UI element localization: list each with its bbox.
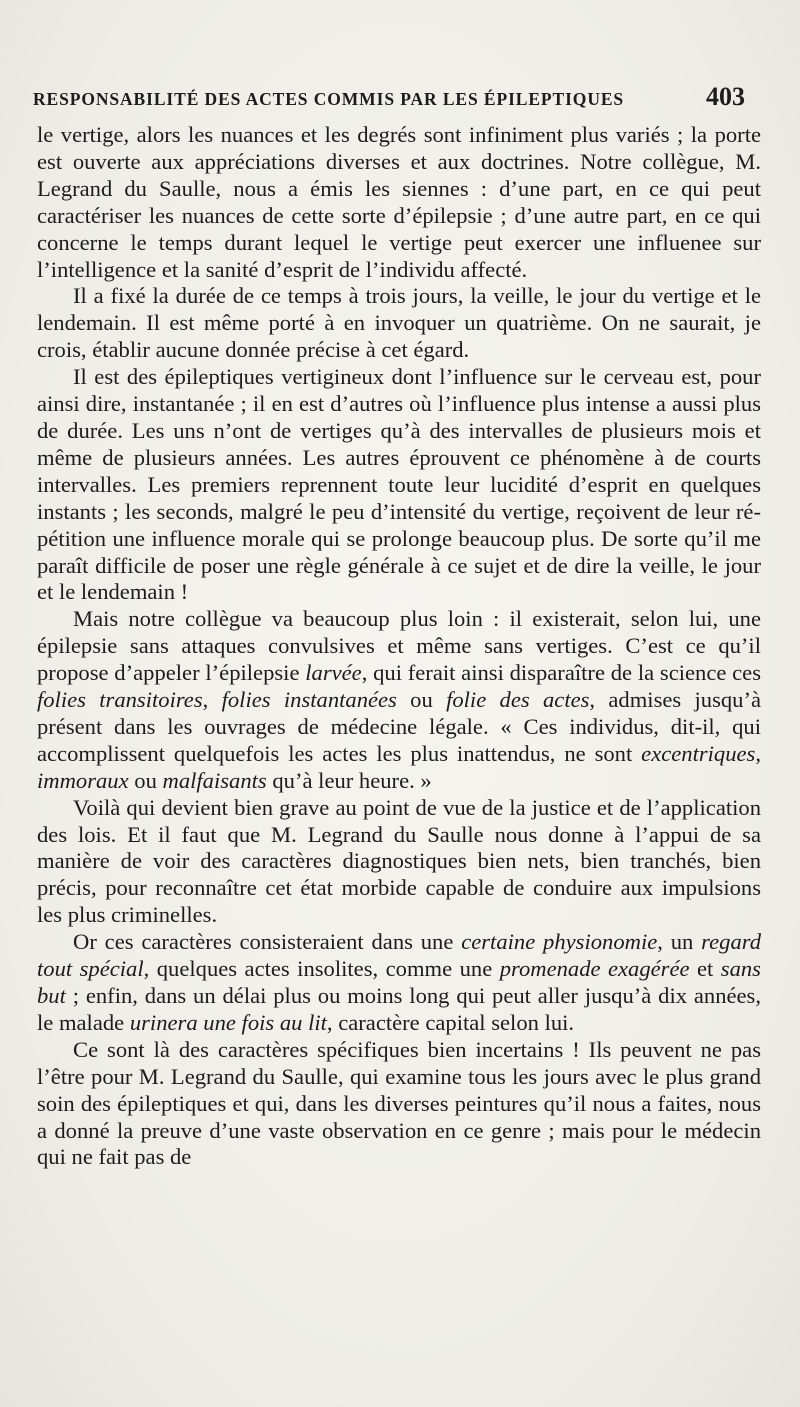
paragraph [37,929,761,1037]
text-run: Il est des épileptiques vertigineux dont l’influence sur le cerveau est, pour ainsi dire, instantanée ; il en est d’autres où l’influence plus intense a aussi plus de durée. Les uns n’ont de vertiges qu’à des intervalles de plusieurs mois et même de plusieurs années. Les autres éprouvent ce phénomène à de courts intervalles. Les premiers reprennent toute leur lucidité d’esprit en quelques instants ; les seconds, malgré le peu d’intensité du vertige, reçoivent de leur répétition une influence morale qui se prolonge beaucoup plus. De sorte qu’il me paraît difficile de poser une règle générale à ce sujet et de dire la veille, le jour et le lendemain ! [37,364,761,605]
text-run: Ce sont là des caractères spécifiques bien incertains ! Ils peuvent ne pas l’être pour M. Legrand du Saulle, qui examine tous les jours avec le plus grand soin des épileptiques et qui, dans les diverses peintures qu’il nous a faites, nous a donné la preuve d’une vaste observation en ce genre ; mais pour le médecin qui ne fait pas de [37,1036,761,1170]
paragraph [37,795,761,930]
running-title: RESPONSABILITÉ DES ACTES COMMIS PAR LES ÉPILEPTIQUES [33,89,625,109]
text-run: qu’à leur heure. » [266,767,432,793]
text-run: , quelques actes insolites, comme une [143,956,500,982]
italic-run: folies transitoires [37,687,203,713]
text-run: , caractère capital selon lui. [326,1009,575,1035]
italic-run: larvée [305,660,362,686]
italic-run: folie des actes [446,687,590,713]
paragraph [37,122,761,283]
italic-run: promenade exagérée [499,956,690,982]
italic-run: certaine physionomie [461,929,658,955]
text-run: , [202,687,222,713]
body-text [37,122,761,1171]
paragraph [37,606,761,794]
text-run: le vertige, alors les nuances et les degrés sont infiniment plus variés ; la porte est ouverte aux appréciations diverses et aux doctrines. Notre collègue, M. Legrand du Saulle, nous a émis les siennes : d’une part, en ce qui peut caractériser les nuances de cette sorte d’épilepsie ; d’une autre part, en ce qui concerne le temps durant lequel le vertige peut exercer une influenee sur l’intelligence et la sanité d’esprit de l’individu affecté. [37,122,761,282]
page-number: 403 [706,82,745,111]
text-run: Il a fixé la durée de ce temps à trois jours, la veille, le jour du vertige et le lendemain. Il est même porté à en invoquer un quatrième. On ne saurait, je crois, établir aucune donnée précise à cet égard. [37,283,761,363]
text-run: Voilà qui devient bien grave au point de vue de la justice et de l’application des lois. Et il faut que M. Legrand du Saulle nous donne à l’appui de sa manière de voir des caractères diagnostiques bien nets, bien tranchés, bien précis, pour reconnaître cet état morbide capable de conduire aux impulsions les plus criminelles. [37,794,761,928]
text-run: , [755,740,761,766]
italic-run: malfaisants [162,767,267,793]
italic-run: excentriques [641,740,756,766]
text-run: Or ces caractères consisteraient dans une [73,929,462,955]
text-run: ; enfin, dans un délai plus ou moins long qui peut aller jusqu’à dix années, le malade [37,983,761,1035]
text-run: Mais notre collègue va beaucoup plus loin : il existerait, selon lui, une épilepsie sans attaques convulsives et même sans vertiges. C’est ce qu’il propose d’appeler l’épilepsie [37,606,761,686]
paragraph [37,364,761,606]
paragraph [37,283,761,364]
italic-run: urinera une fois au lit [129,1009,327,1035]
text-run: et [689,956,721,982]
text-run: , qui ferait ainsi disparaître de la science ces [361,660,761,686]
text-run: , admises jusqu’à présent dans les ouvrages de médecine légale. « Ces individus, dit-il, qui accomplissent quelquefois les actes les plus inattendus, ne sont [37,687,762,766]
italic-run: folies instantanées [221,687,397,713]
text-run: , un [657,929,702,955]
italic-run: regard tout spécial [37,929,761,982]
italic-run: sans but [37,956,761,1008]
italic-run: immoraux [37,767,129,793]
text-run: ou [396,687,447,713]
paragraph [37,1037,761,1172]
page-header [33,82,745,112]
text-run: ou [128,767,163,793]
